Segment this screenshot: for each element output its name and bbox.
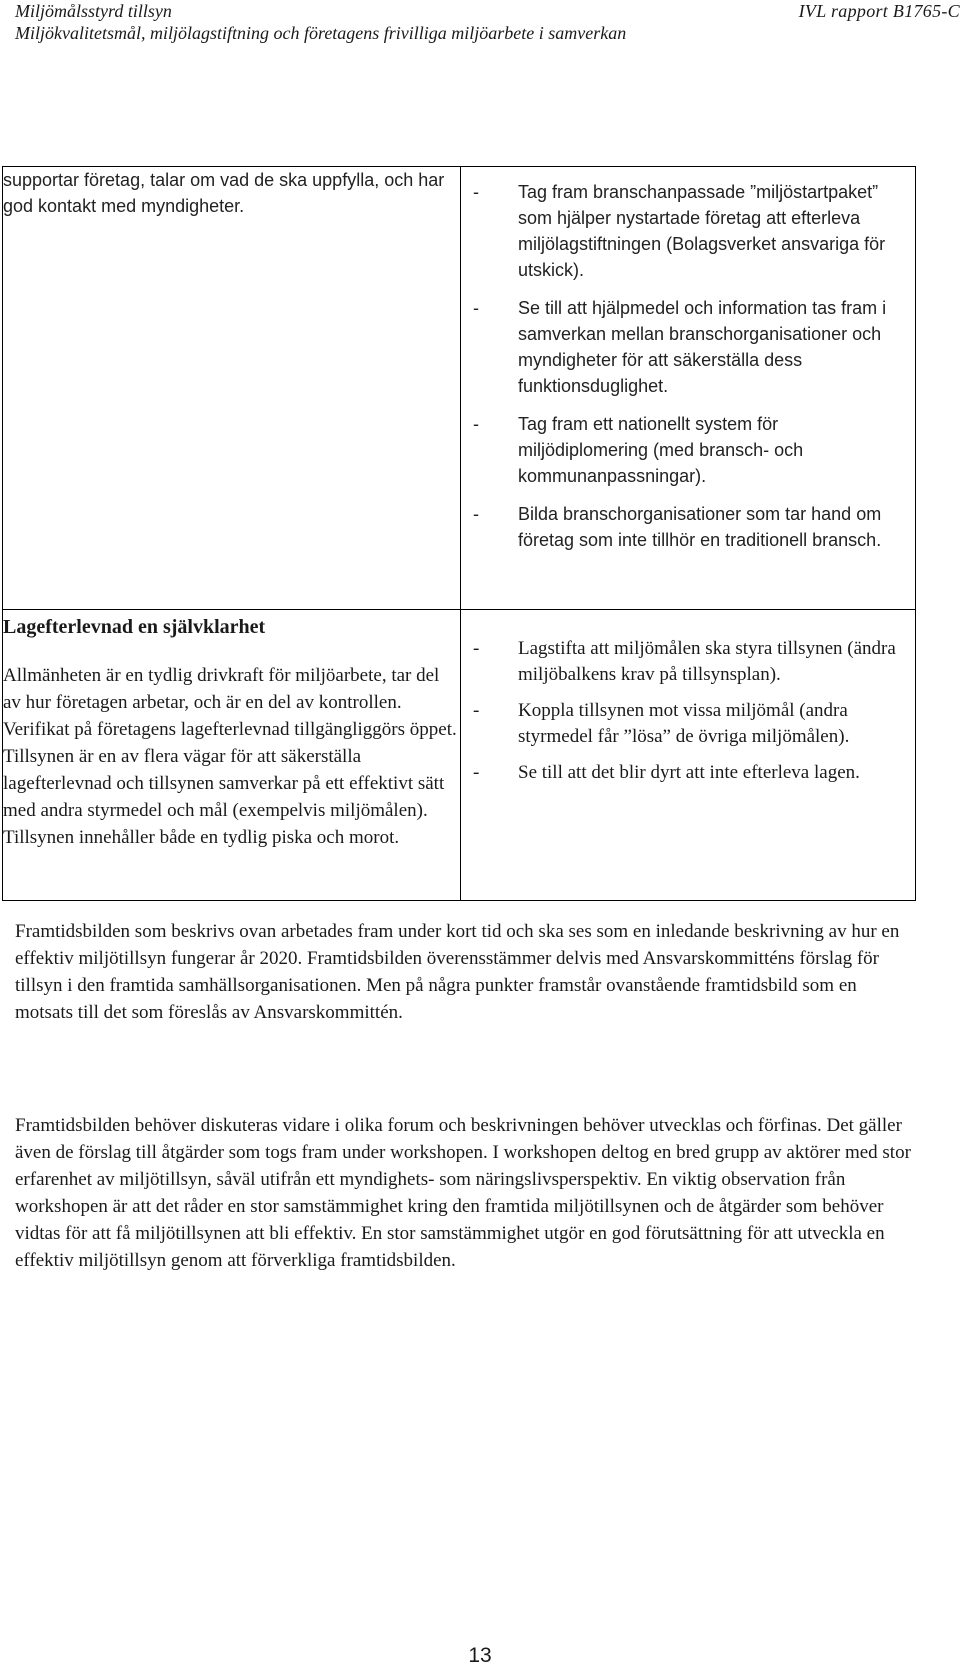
table-row (3, 167, 916, 610)
bullet-dash: - (473, 762, 480, 783)
body-paragraph: Framtidsbilden behöver diskuteras vidare i olika forum och beskrivningen behöver utvecklas och förfinas. Det gäller även de förslag till åtgärder som togs fram under workshopen. I workshopen deltog en bred grupp av aktörer med stor erfarenhet av miljötillsyn, såväl utifrån ett myndighets- som näringslivsperspektiv. En viktig observation från workshopen är att det råder en stor samstämmighet kring den framtida miljötillsynen och de åtgärder som behöver vidtas för att få miljötillsynen att bli effektiv. En stor samstämmighet utgör en god förutsättning för att utveckla en effektiv miljötillsyn genom att förverkliga framtidsbilden. (15, 1115, 911, 1271)
list-item: - Tag fram branschanpassade ”miljöstartpaket” som hjälper nystartade företag att efterleva miljölagstiftningen (Bolagsverket ansvariga för utskick). (473, 179, 907, 283)
report-id: IVL rapport B1765-C (798, 1, 960, 21)
table-cell-measures (461, 167, 916, 610)
list-item: - Se till att det blir dyrt att inte efterleva lagen. (473, 760, 907, 786)
cell-text: Allmänheten är en tydlig drivkraft för miljöarbete, tar del av hur företagen arbetar, och är en del av kontrollen. Verifikat på företagens lagefterlevnad tillgängliggörs öppet. Tillsynen är en av flera vägar för att säkerställa lagefterlevnad och tillsynen samverkar på ett effektivt sätt med andra styrmedel och mål (exempelvis miljömålen). Tillsynen innehåller både en tydlig piska och morot. (3, 665, 457, 848)
table-cell-vision (3, 167, 461, 610)
vision-measures-table (2, 166, 916, 901)
list-item: - Lagstifta att miljömålen ska styra tillsynen (ändra miljöbalkens krav på tillsynsplan). (473, 638, 896, 685)
bullet-dash: - (473, 298, 479, 318)
list-item: - Koppla tillsynen mot vissa miljömål (andra styrmedel får ”lösa” de övriga miljömålen). (473, 700, 850, 747)
table-cell-vision (3, 610, 461, 901)
list-item: - Bilda branschorganisationer som tar hand om företag som inte tillhör en traditionell bransch. (473, 501, 907, 553)
bullet-dash: - (473, 700, 480, 721)
list-item: - Tag fram ett nationellt system för miljödiplomering (med bransch- och kommunanpassningar). (473, 411, 907, 489)
list-item: - Se till att hjälpmedel och information tas fram i samverkan mellan branschorganisationer och myndigheter för att säkerställa dess funktionsduglighet. (473, 295, 907, 399)
section-heading: Lagefterlevnad en självklarhet (3, 616, 266, 638)
bullet-dash: - (473, 182, 479, 202)
cell-text: supportar företag, talar om vad de ska uppfylla, och har god kontakt med myndigheter. (3, 170, 445, 216)
table-cell-measures (461, 610, 916, 901)
body-paragraph: Framtidsbilden som beskrivs ovan arbetades fram under kort tid och ska ses som en inledande beskrivning av hur en effektiv miljötillsyn fungerar år 2020. Framtidsbilden överensstämmer delvis med Ansvarskommitténs förslag för tillsyn i den framtida samhällsorganisationen. Men på några punkter framstår ovanstående framtidsbild som en motsats till det som föreslås av Ansvarskommittén. (15, 921, 900, 1023)
page-number: 13 (468, 1644, 492, 1667)
bullet-dash: - (473, 638, 480, 659)
bullet-dash: - (473, 414, 479, 434)
header-title-block (15, 0, 626, 44)
table-row (3, 610, 916, 901)
page-header (0, 0, 960, 60)
header-title: Miljömålsstyrd tillsyn (15, 1, 172, 21)
header-subtitle: Miljökvalitetsmål, miljölagstiftning och företagens frivilliga miljöarbete i samverkan (15, 23, 627, 43)
measures-list (461, 610, 915, 786)
measures-list (461, 167, 915, 553)
bullet-dash: - (473, 504, 479, 524)
